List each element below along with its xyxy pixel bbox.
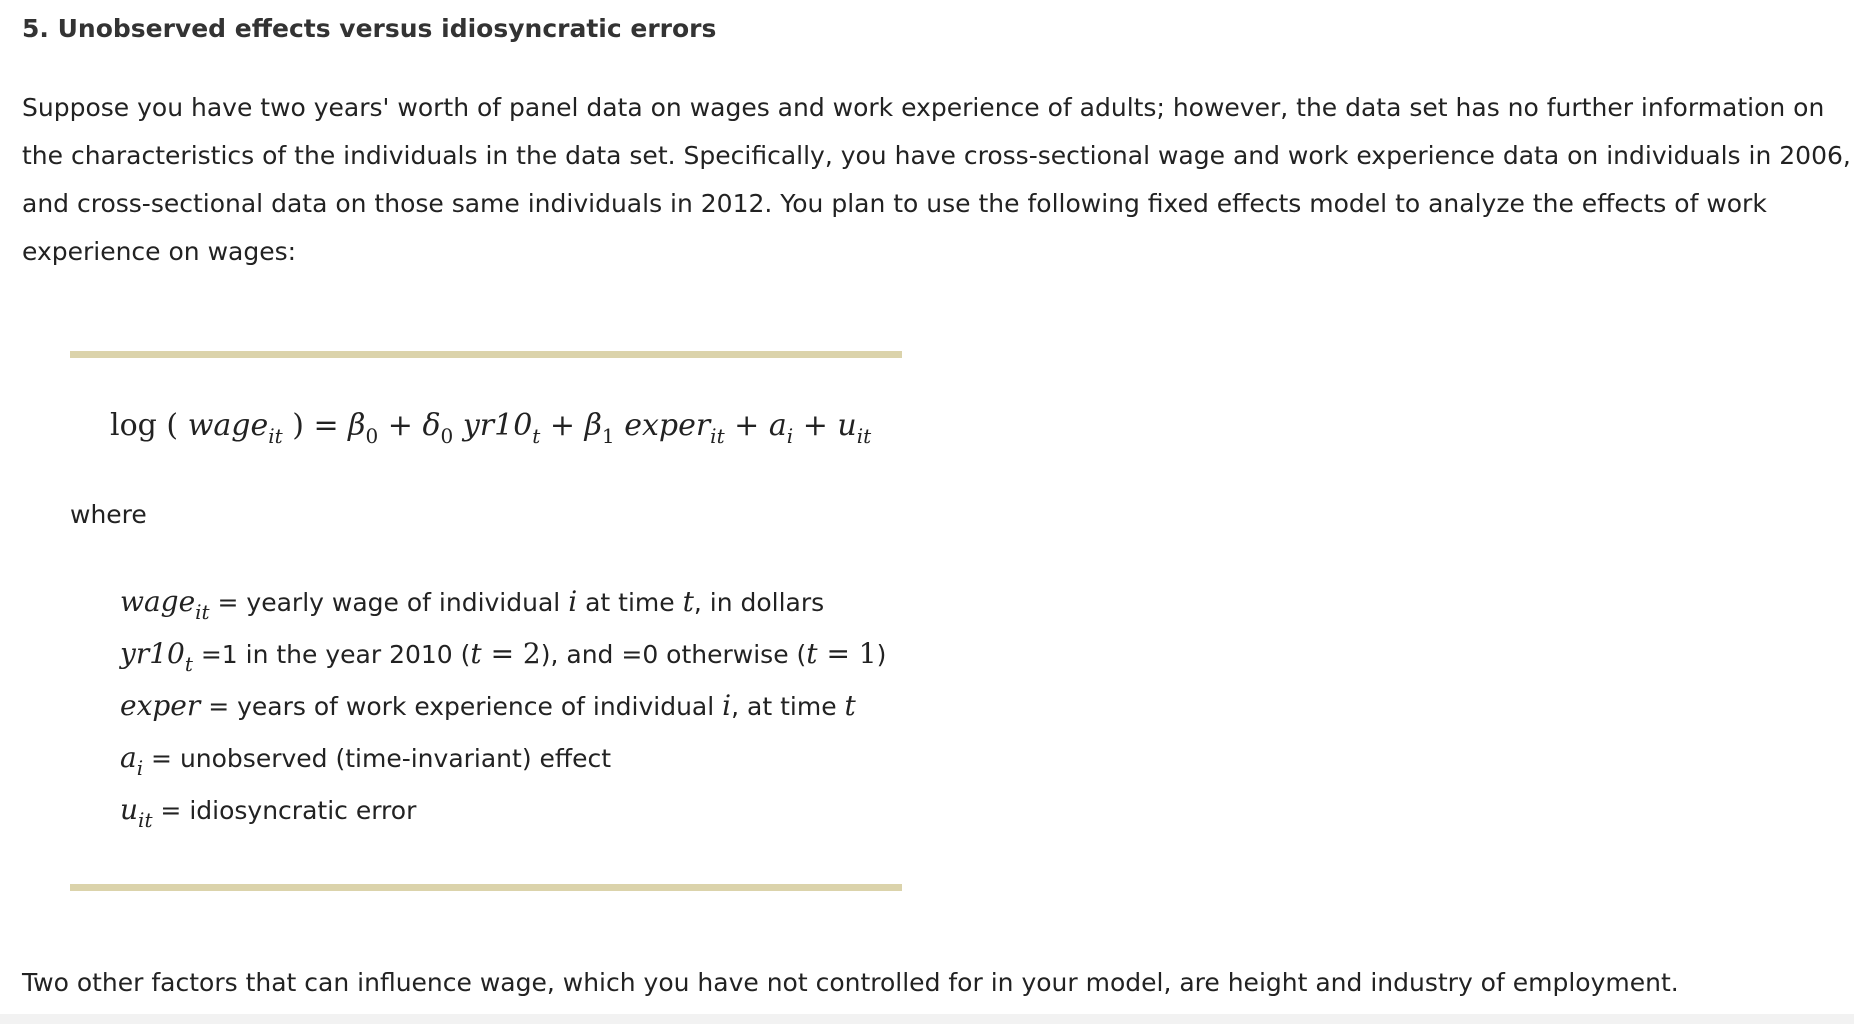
- definition-exper: [120, 680, 886, 732]
- eq-beta1-sub: 1: [601, 424, 615, 448]
- def-a-text1: = unobserved (time-invariant) effect: [143, 744, 612, 773]
- def-wage-text3: , in dollars: [693, 588, 825, 617]
- eq-log: log: [110, 408, 157, 443]
- eq-a: a: [768, 408, 787, 443]
- eq-yr10-sub: t: [532, 424, 541, 448]
- def-wage-sub: it: [195, 600, 210, 624]
- def-exper-symbol: exper: [120, 689, 201, 722]
- eq-beta0-sub: 0: [365, 424, 379, 448]
- definitions-list: [120, 576, 886, 836]
- def-yr10-var-t1: t: [470, 637, 482, 670]
- eq-u: u: [837, 408, 857, 443]
- eq-delta0-sub: 0: [440, 424, 454, 448]
- def-exper-var-i: i: [722, 689, 732, 722]
- eq-close-paren: ): [292, 408, 304, 443]
- def-wage-text1: = yearly wage of individual: [209, 588, 569, 617]
- def-yr10-text3: ): [876, 640, 887, 669]
- def-a-symbol: a: [120, 741, 137, 774]
- eq-a-sub: i: [786, 424, 794, 448]
- def-yr10-eq1: = 2: [481, 637, 541, 670]
- def-exper-text1: = years of work experience of individual: [200, 692, 723, 721]
- def-yr10-text2: ), and =0 otherwise (: [540, 640, 807, 669]
- def-wage-symbol: wage: [120, 585, 196, 618]
- eq-delta0: δ: [422, 408, 441, 443]
- definition-u: [120, 784, 886, 836]
- def-u-text1: = idiosyncratic error: [152, 796, 417, 825]
- def-yr10-sub: t: [184, 652, 193, 676]
- question-title: 5. Unobserved effects versus idiosyncratic errors: [22, 14, 717, 43]
- def-yr10-var-t2: t: [806, 637, 818, 670]
- def-exper-text2: , at time: [731, 692, 845, 721]
- eq-beta0: β: [348, 408, 366, 443]
- top-divider: [70, 351, 902, 358]
- eq-exper-sub: it: [710, 424, 725, 448]
- eq-plus-4: +: [802, 408, 828, 443]
- model-equation: [110, 408, 872, 448]
- bottom-divider: [70, 884, 902, 891]
- def-wage-var-i: i: [568, 585, 578, 618]
- def-a-sub: i: [136, 756, 144, 780]
- def-wage-var-t: t: [682, 585, 694, 618]
- definition-a: [120, 732, 886, 784]
- eq-plus-2: +: [549, 408, 576, 443]
- eq-beta1: β: [584, 408, 602, 443]
- def-yr10-text1: =1 in the year 2010 (: [192, 640, 471, 669]
- intro-paragraph: Suppose you have two years' worth of panel data on wages and work experience of adults; however, the data set has no further information on the characteristics of the individuals in the data set. Specifically, you have cross-sectional wage and work experience data on individuals in 2006, and cross-sectional data on those same individuals in 2012. You plan to use the following fixed effects model to analyze the effects of work experience on wages:: [22, 93, 1851, 266]
- eq-u-sub: it: [856, 424, 872, 448]
- eq-open-paren: (: [166, 408, 179, 443]
- where-label: where: [70, 500, 147, 529]
- def-wage-text2: at time: [577, 588, 683, 617]
- eq-yr10: yr10: [462, 408, 533, 443]
- eq-plus-3: +: [734, 408, 760, 443]
- def-u-symbol: u: [120, 793, 139, 826]
- eq-wage: wage: [187, 408, 269, 443]
- def-yr10-eq2: = 1: [817, 637, 877, 670]
- eq-exper: exper: [624, 408, 711, 443]
- eq-plus-1: +: [387, 408, 413, 443]
- def-exper-var-t: t: [844, 689, 856, 722]
- eq-wage-sub: it: [268, 424, 283, 448]
- eq-equals: =: [313, 408, 339, 443]
- def-yr10-symbol: yr10: [120, 637, 185, 670]
- outro-paragraph: Two other factors that can influence wage, which you have not controlled for in your model, are height and industry of employment.: [22, 968, 1679, 997]
- page-bottom-strip: [0, 1014, 1854, 1024]
- definition-wage: [120, 576, 886, 628]
- def-u-sub: it: [138, 808, 153, 832]
- definition-yr10: [120, 628, 886, 680]
